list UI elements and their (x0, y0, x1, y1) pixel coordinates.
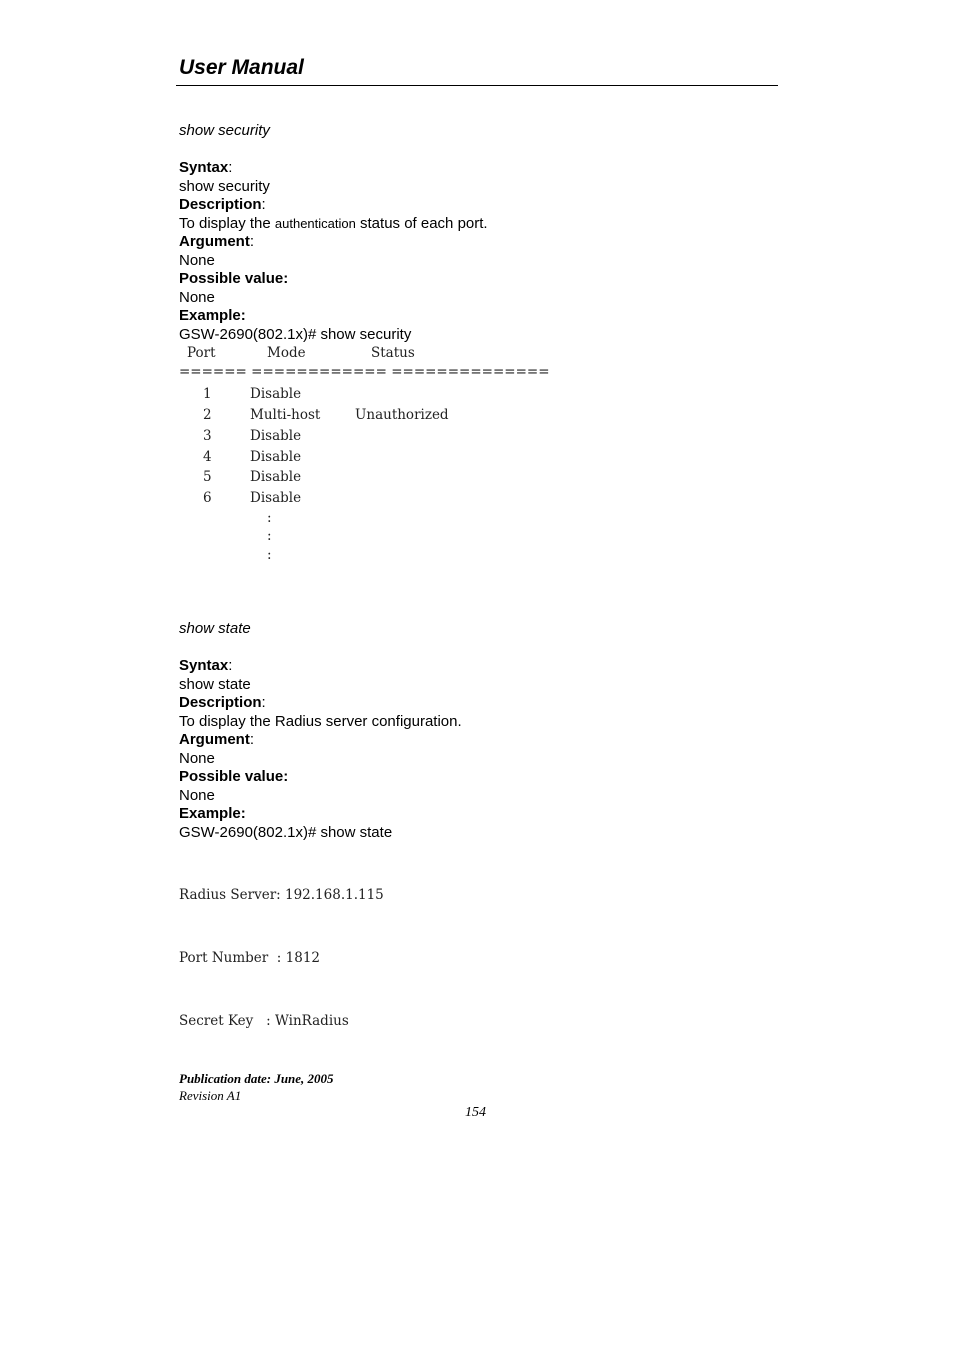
mode-cell: Disable (250, 386, 302, 402)
possible-value: None (179, 288, 215, 306)
syntax-label-line: Syntax: (179, 159, 233, 176)
possible-value-label: Possible value: (179, 270, 289, 287)
table-row (179, 428, 579, 449)
ellipsis-dot: : (267, 510, 272, 526)
table-header-port: Port (187, 345, 216, 361)
state-output (179, 843, 779, 1074)
section-show-security (179, 122, 779, 566)
argument-label: Argument (179, 731, 250, 748)
syntax-label-line: Syntax: (179, 657, 233, 674)
argument-value: None (179, 251, 215, 269)
output-line-radius-server: Radius Server: 192.168.1.115 (179, 887, 384, 903)
command-title: show security (179, 122, 270, 139)
syntax-value: show state (179, 675, 251, 693)
command-title: show state (179, 620, 251, 637)
ellipsis-dot: : (267, 547, 272, 563)
example-label: Example: (179, 805, 246, 822)
security-output-table (179, 344, 779, 566)
syntax-value: show security (179, 177, 270, 195)
possible-value-label: Possible value: (179, 768, 289, 785)
example-prompt: GSW-2690(802.1x)# show security (179, 325, 412, 343)
table-header-row (179, 345, 579, 366)
table-header-mode: Mode (267, 345, 306, 361)
port-cell: 4 (203, 449, 212, 465)
argument-label: Argument (179, 233, 250, 250)
table-ellipsis (179, 528, 579, 549)
output-line-port-number: Port Number : 1812 (179, 950, 321, 966)
status-cell: Unauthorized (355, 407, 449, 423)
argument-label-line: Argument: (179, 233, 255, 250)
port-cell: 2 (203, 407, 212, 423)
argument-label-line: Argument: (179, 731, 255, 748)
table-row (179, 449, 579, 470)
example-label: Example: (179, 307, 246, 324)
table-separator (179, 364, 579, 385)
description-label-line: Description: (179, 694, 266, 711)
output-line-secret-key: Secret Key : WinRadius (179, 1013, 349, 1029)
description-text: To display the Radius server configuration. (179, 712, 462, 730)
ellipsis-dot: : (267, 528, 272, 544)
header-divider (176, 85, 778, 86)
description-label-line: Description: (179, 196, 266, 213)
port-cell: 5 (203, 469, 212, 485)
table-row (179, 407, 579, 428)
mode-cell: Disable (250, 449, 302, 465)
description-text-end: status of each port. (355, 214, 488, 232)
table-row (179, 469, 579, 490)
table-header-status: Status (371, 345, 415, 361)
publication-date: Publication date: June, 2005 (179, 1071, 334, 1086)
description-text (179, 215, 779, 234)
port-cell: 3 (203, 428, 212, 444)
description-text-start: To display the (179, 214, 275, 232)
table-row (179, 386, 579, 407)
mode-cell: Disable (250, 428, 302, 444)
page-footer (179, 1071, 334, 1104)
description-text-small: authentication (274, 215, 356, 231)
table-separator-text: ====== ============ ============== (179, 364, 550, 380)
table-row (179, 490, 579, 511)
port-cell: 6 (203, 490, 212, 506)
page-header-title: User Manual (179, 56, 304, 79)
revision: Revision A1 (179, 1087, 242, 1103)
argument-value: None (179, 749, 215, 767)
table-ellipsis (179, 547, 579, 568)
page-number: 154 (465, 1105, 486, 1120)
example-prompt: GSW-2690(802.1x)# show state (179, 823, 393, 841)
mode-cell: Disable (250, 490, 302, 506)
mode-cell: Multi-host (250, 407, 321, 423)
section-show-state (179, 620, 779, 1074)
port-cell: 1 (203, 386, 212, 402)
possible-value: None (179, 786, 215, 804)
syntax-label: Syntax (179, 159, 229, 176)
description-label: Description (179, 196, 262, 213)
mode-cell: Disable (250, 469, 302, 485)
description-label: Description (179, 694, 262, 711)
syntax-label: Syntax (179, 657, 229, 674)
